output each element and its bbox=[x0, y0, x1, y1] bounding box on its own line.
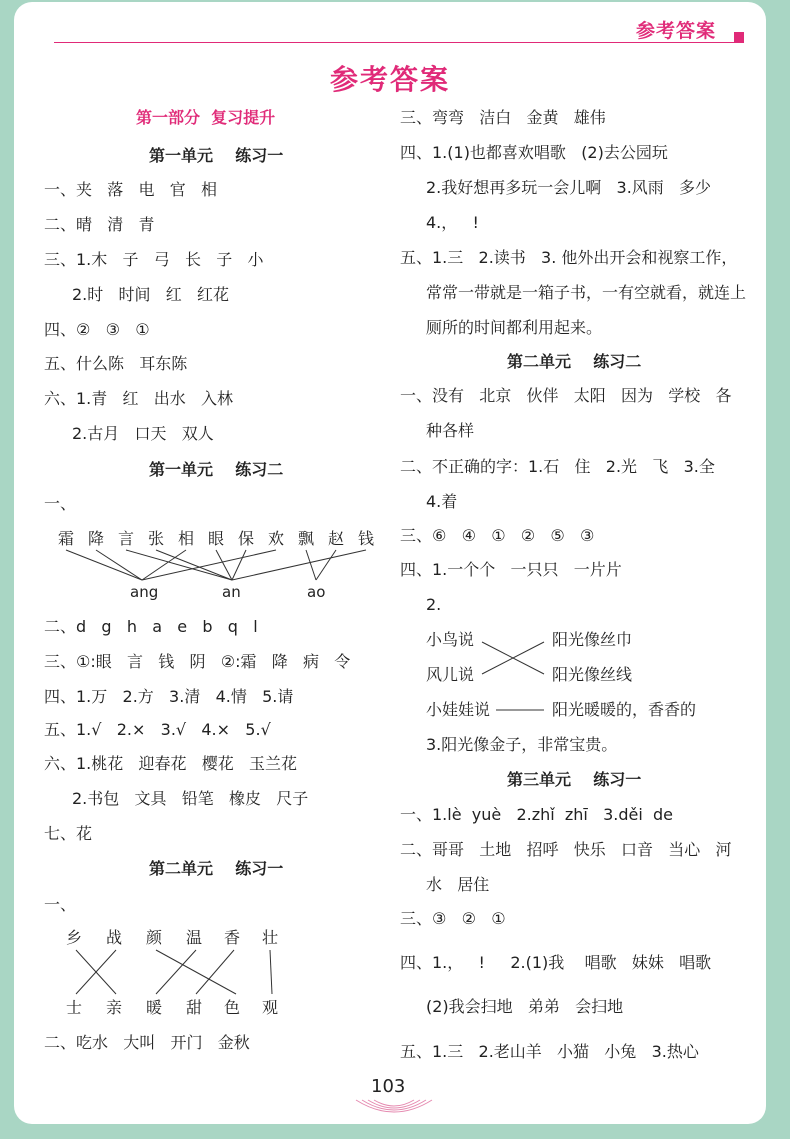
answer-line: 六、1.桃花 迎春花 樱花 玉兰花 bbox=[44, 754, 298, 773]
answer-line: 常常一带就是一箱子书，一有空就看，就连上 bbox=[426, 283, 747, 302]
answer-line: 2.古月 口天 双人 bbox=[72, 424, 214, 443]
answer-page bbox=[14, 2, 766, 1124]
section-title-u1e1: 第一单元 练习一 bbox=[149, 146, 284, 165]
match-char: 眼 bbox=[208, 529, 225, 548]
answer-line: 4.， ! bbox=[426, 213, 479, 232]
answer-line: 三、⑥ ④ ① ② ⑤ ③ bbox=[400, 526, 595, 545]
match-char: 战 bbox=[106, 928, 123, 947]
match-char: 香 bbox=[224, 928, 241, 947]
match-char: 温 bbox=[186, 928, 203, 947]
answer-line: 一、夹 落 电 官 相 bbox=[44, 180, 218, 199]
question-number: 一、 bbox=[44, 494, 77, 513]
match-char: 士 bbox=[66, 998, 83, 1017]
match-char: 甜 bbox=[186, 998, 203, 1017]
match-char: 欢 bbox=[268, 529, 285, 548]
section-title-u3e1: 第三单元 练习一 bbox=[507, 770, 642, 789]
match-char: 降 bbox=[88, 529, 105, 548]
answer-line: 五、什么陈 耳东陈 bbox=[44, 354, 188, 373]
answer-line: 三、③ ② ① bbox=[400, 909, 506, 928]
answer-line: 一、1.lè yuè 2.zhǐ zhī 3.děi de bbox=[400, 805, 673, 824]
part-title: 第一部分 复习提升 bbox=[136, 108, 276, 127]
answer-line: 二、晴 清 青 bbox=[44, 215, 155, 234]
header-label: 参考答案 bbox=[636, 20, 717, 42]
match-char: 颜 bbox=[146, 928, 163, 947]
answer-line: 二、d g h a e b q l bbox=[44, 617, 258, 636]
match-right: 阳光像丝巾 bbox=[552, 630, 633, 649]
match-char: 钱 bbox=[358, 529, 375, 548]
section-title-u1e2: 第一单元 练习二 bbox=[149, 460, 284, 479]
answer-line: 一、没有 北京 伙伴 太阳 因为 学校 各 bbox=[400, 386, 732, 405]
answer-line: 五、1.三 2.读书 3. 他外出开会和视察工作， bbox=[400, 248, 738, 267]
answer-line: 三、弯弯 洁白 金黄 雄伟 bbox=[400, 108, 606, 127]
answer-line: 2.我好想再多玩一会儿啊 3.风雨 多少 bbox=[426, 178, 712, 197]
answer-line: 3.阳光像金子，非常宝贵。 bbox=[426, 735, 618, 754]
section-title-u2e2: 第二单元 练习二 bbox=[507, 352, 642, 371]
match-char: 保 bbox=[238, 529, 255, 548]
page-title: 参考答案 bbox=[329, 63, 450, 96]
match-right: 阳光像丝线 bbox=[552, 665, 633, 684]
answer-line: 2.书包 文具 铅笔 橡皮 尺子 bbox=[72, 789, 309, 808]
answer-line: 二、吃水 大叫 开门 金秋 bbox=[44, 1033, 250, 1052]
answer-line: 水 居住 bbox=[426, 875, 490, 894]
answer-line: 五、1.三 2.老山羊 小猫 小兔 3.热心 bbox=[400, 1042, 699, 1061]
match-char: 相 bbox=[178, 529, 195, 548]
match-char: 暖 bbox=[146, 998, 163, 1017]
answer-line: 四、1.(1)也都喜欢唱歌 (2)去公园玩 bbox=[400, 143, 668, 162]
match-char: 乡 bbox=[66, 928, 83, 947]
answer-line: 四、1.万 2.方 3.清 4.情 5.请 bbox=[44, 687, 294, 706]
match-char: 色 bbox=[224, 998, 241, 1017]
answer-line: 三、1.木 子 弓 长 子 小 bbox=[44, 250, 264, 269]
match-left: 小娃娃说 bbox=[426, 700, 491, 719]
sound-ao: ao bbox=[307, 583, 326, 601]
answer-line: 厕所的时间都利用起来。 bbox=[426, 318, 603, 337]
answer-line: 五、1.√ 2.× 3.√ 4.× 5.√ bbox=[44, 720, 271, 739]
answer-line: 2.时 时间 红 红花 bbox=[72, 285, 230, 304]
answer-line: 四、② ③ ① bbox=[44, 320, 150, 339]
match-right: 阳光暖暖的，香香的 bbox=[552, 700, 697, 719]
match-char: 观 bbox=[262, 998, 279, 1017]
match-char: 赵 bbox=[328, 529, 345, 548]
page-number: 103 bbox=[371, 1076, 406, 1097]
match-char: 壮 bbox=[262, 928, 279, 947]
answer-line: 四、1.， ! 2.(1)我 唱歌 妹妹 唱歌 bbox=[400, 953, 712, 972]
answer-line: (2)我会扫地 弟弟 会扫地 bbox=[426, 997, 624, 1016]
match-char: 亲 bbox=[106, 998, 123, 1017]
sound-ang: ang bbox=[130, 583, 159, 601]
answer-line: 三、①:眼 言 钱 阴 ②:霜 降 病 令 bbox=[44, 652, 351, 671]
match-char: 张 bbox=[148, 529, 165, 548]
match-char: 言 bbox=[118, 529, 135, 548]
question-number: 一、 bbox=[44, 895, 77, 914]
match-left: 风儿说 bbox=[426, 665, 475, 684]
answer-line: 二、哥哥 土地 招呼 快乐 口音 当心 河 bbox=[400, 840, 732, 859]
match-char: 霜 bbox=[58, 529, 75, 548]
answer-line: 四、1.一个个 一只只 一片片 bbox=[400, 560, 622, 579]
match-char: 飘 bbox=[298, 529, 315, 548]
page-number-decoration-icon bbox=[354, 1098, 434, 1124]
section-title-u2e1: 第二单元 练习一 bbox=[149, 859, 284, 878]
answer-line: 七、花 bbox=[44, 824, 93, 843]
answer-line: 二、不正确的字：1.石 住 2.光 飞 3.全 bbox=[400, 457, 715, 476]
match-left: 小鸟说 bbox=[426, 630, 475, 649]
answer-line: 4.着 bbox=[426, 492, 458, 511]
answer-line: 2. bbox=[426, 595, 442, 614]
sound-an: an bbox=[222, 583, 241, 601]
answer-line: 六、1.青 红 出水 入林 bbox=[44, 389, 234, 408]
answer-line: 种各样 bbox=[426, 421, 475, 440]
